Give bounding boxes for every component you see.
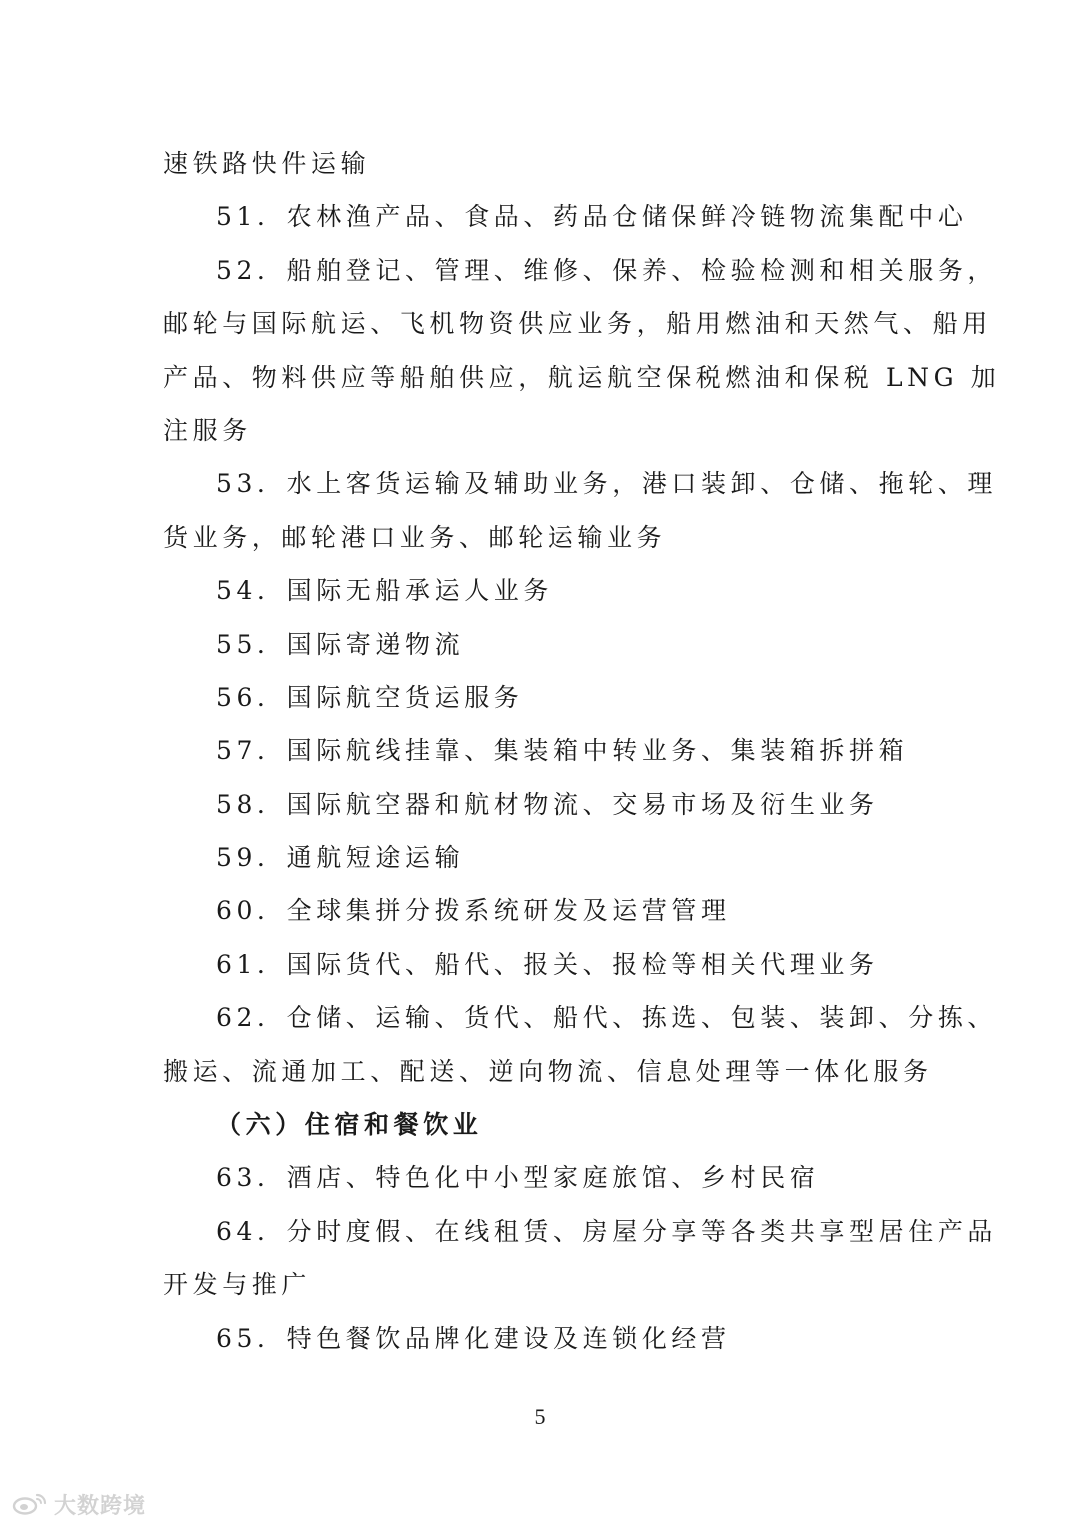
weibo-logo-icon	[10, 1492, 50, 1516]
text-line: 60．全球集拼分拨系统研发及运营管理	[216, 896, 731, 926]
text-line: 56．国际航空货运服务	[216, 682, 524, 712]
text-line: 邮轮与国际航运、飞机物资供应业务，船用燃油和天然气、船用	[163, 309, 992, 339]
text-line: 注服务	[163, 415, 252, 445]
text-line: 速铁路快件运输	[163, 149, 371, 178]
text-line: 61．国际货代、船代、报关、报检等相关代理业务	[216, 949, 879, 979]
text-line: 搬运、流通加工、配送、逆向物流、信息处理等一体化服务	[163, 1056, 933, 1086]
text-line: 51．农林渔产品、食品、药品仓储保鲜冷链物流集配中心	[216, 202, 968, 232]
text-line: 53．水上客货运输及辅助业务，港口装卸、仓储、拖轮、理	[216, 469, 998, 499]
section-heading: （六）住宿和餐饮业	[216, 1110, 483, 1140]
page-number: 5	[534, 1404, 546, 1429]
watermark-text: 大数跨境	[54, 1493, 147, 1519]
text-line: 58．国际航空器和航材物流、交易市场及衍生业务	[216, 789, 879, 819]
watermark	[10, 1488, 146, 1520]
text-line: 产品、物料供应等船舶供应，航运航空保税燃油和保税 LNG 加	[163, 362, 1001, 392]
text-line: 54．国际无船承运人业务	[216, 576, 554, 606]
text-line: 52．船舶登记、管理、维修、保养、检验检测和相关服务，	[216, 255, 998, 285]
text-line: 63．酒店、特色化中小型家庭旅馆、乡村民宿	[216, 1163, 820, 1193]
text-line: 开发与推广	[163, 1270, 312, 1300]
text-line: 55．国际寄递物流	[216, 629, 465, 659]
text-line: 64．分时度假、在线租赁、房屋分享等各类共享型居住产品	[216, 1216, 998, 1246]
text-line: 货业务，邮轮港口业务、邮轮运输业务	[163, 522, 667, 552]
text-line: 57．国际航线挂靠、集装箱中转业务、集装箱拆拼箱	[216, 736, 909, 766]
text-line: 65．特色餐饮品牌化建设及连锁化经营	[216, 1323, 731, 1353]
body-text	[163, 137, 1001, 1365]
text-line: 59．通航短途运输	[216, 843, 465, 873]
text-line: 62．仓储、运输、货代、船代、拣选、包装、装卸、分拣、	[216, 1003, 998, 1033]
